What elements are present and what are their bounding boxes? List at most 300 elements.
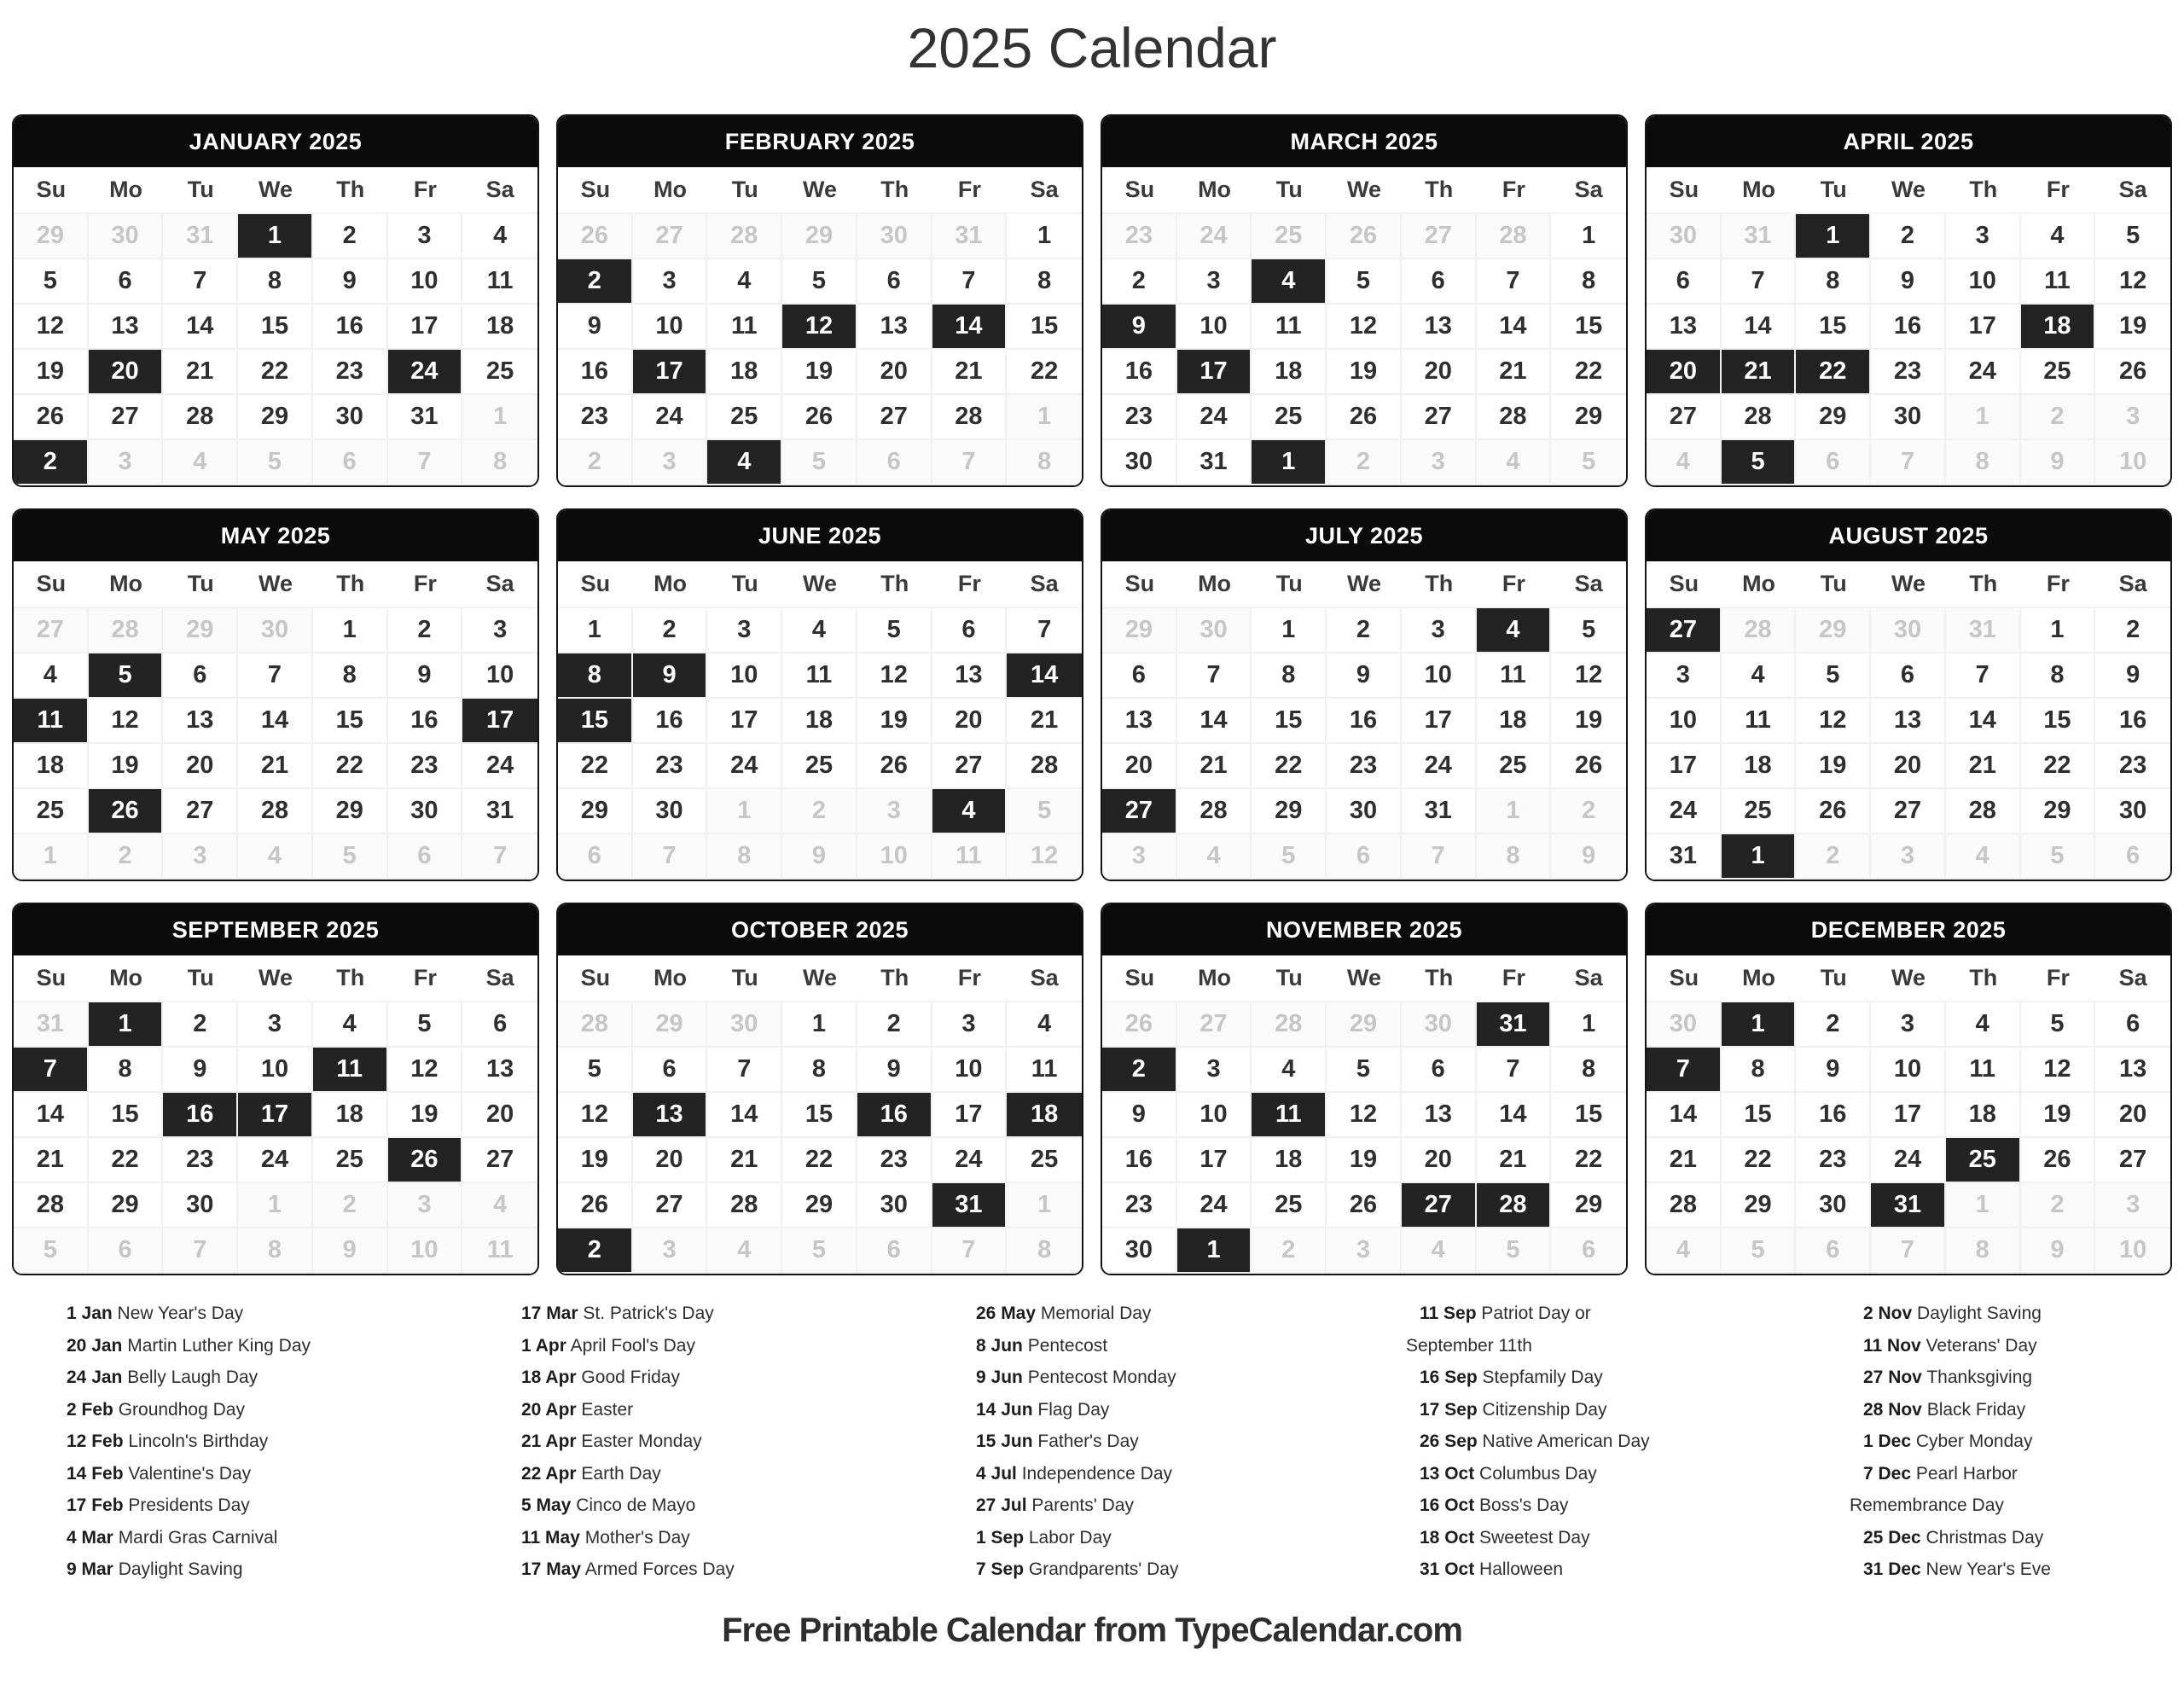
weekday-label: Fr [2046,965,2070,990]
day-cell: 19 [2021,1093,2096,1138]
day-cell: 29 [313,789,388,834]
holiday-item: 26 May Memorial Day [976,1304,1152,1323]
holiday-item: 9 Jun Pentecost Monday [976,1368,1176,1387]
day-cell: 29 [89,1183,164,1228]
day-cell: 28 [707,214,782,259]
weekday-label: Th [1969,965,1998,990]
weekday-label: Fr [2046,571,2070,596]
day-cell: 21 [1647,1138,1722,1183]
weekday-label: Sa [1574,965,1603,990]
weekday-label: Tu [187,965,214,990]
day-cell: 1 [1477,789,1552,834]
day-cell: 25 [2021,350,2096,395]
holiday-item: 27 Jul Parents' Day [976,1495,1134,1515]
day-cell: 3 [633,1228,708,1274]
day-cell: 15 [1796,305,1871,350]
day-cell: 25 [1252,395,1327,440]
day-cell: 23 [1102,1183,1177,1228]
day-cell: 21 [707,1138,782,1183]
day-cell-highlighted: 26 [388,1138,463,1183]
day-cell: 7 [238,653,313,699]
day-cell: 17 [1647,744,1722,789]
day-cell: 3 [857,789,932,834]
weekday-label: Mo [1742,965,1776,990]
day-cell: 29 [1796,395,1871,440]
day-cell: 1 [1551,214,1626,259]
day-cell: 13 [462,1048,537,1093]
weekday-header-row [558,561,1082,608]
day-cell: 24 [1402,744,1477,789]
month-title: AUGUST 2025 [1647,510,2170,561]
day-cell: 20 [1402,1138,1477,1183]
day-cell: 1 [238,1183,313,1228]
day-cell: 27 [14,608,89,653]
holiday-date: 20 Jan [67,1335,123,1356]
holiday-date: 18 Apr [521,1368,577,1387]
day-cell: 30 [707,1002,782,1048]
weekday-label: Su [36,177,67,202]
day-cell: 10 [462,653,537,699]
day-cell: 6 [932,608,1008,653]
day-cell: 1 [1007,214,1082,259]
weekday-label: Mo [653,571,688,596]
day-cell: 8 [1007,259,1082,305]
day-cell: 8 [1477,834,1552,880]
holiday-item: 5 May Cinco de Mayo [521,1495,696,1515]
holiday-date: 16 Oct [1420,1495,1475,1515]
day-cell: 9 [782,834,857,880]
day-cell: 26 [1327,395,1402,440]
holiday-column [508,1298,962,1586]
day-cell: 8 [238,1228,313,1274]
weekday-label: Sa [2118,571,2147,596]
day-cell: 5 [388,1002,463,1048]
day-cell: 28 [932,395,1008,440]
day-cell: 20 [1102,744,1177,789]
day-cell: 7 [633,834,708,880]
weekday-label: Tu [187,571,214,596]
day-cell: 27 [2095,1138,2170,1183]
day-cell: 1 [1007,395,1082,440]
day-cell: 29 [1327,1002,1402,1048]
day-cell: 4 [1946,1002,2021,1048]
weekday-label: Th [1425,965,1454,990]
day-cell: 30 [857,1183,932,1228]
day-cell: 25 [14,789,89,834]
day-cell: 20 [163,744,238,789]
month-card [1101,114,1628,487]
holiday-date: 1 Sep [976,1527,1025,1548]
month-title: OCTOBER 2025 [558,904,1082,955]
holiday-date: 25 Dec [1863,1527,1921,1548]
day-cell: 22 [558,744,633,789]
holiday-date: 7 Dec [1863,1463,1912,1484]
day-cell-highlighted: 21 [1722,350,1797,395]
day-cell: 13 [1402,305,1477,350]
day-cell: 10 [388,1228,463,1274]
day-cell: 8 [1796,259,1871,305]
day-cell: 2 [558,440,633,485]
day-cell: 7 [163,1228,238,1274]
day-cell: 7 [388,440,463,485]
weekday-label: Tu [731,965,758,990]
day-cell: 24 [1177,395,1252,440]
day-cell-highlighted: 13 [633,1093,708,1138]
weekday-label: We [802,965,837,990]
day-cell: 15 [782,1093,857,1138]
weekday-label: We [258,965,293,990]
day-cell: 17 [932,1093,1008,1138]
day-cell: 10 [857,834,932,880]
day-cell: 22 [1551,350,1626,395]
day-cell: 17 [1946,305,2021,350]
day-cell: 14 [1647,1093,1722,1138]
holiday-item: 22 Apr Earth Day [521,1463,661,1484]
day-cell: 1 [1252,608,1327,653]
day-cell: 7 [1402,834,1477,880]
day-cell: 27 [163,789,238,834]
day-cell: 30 [238,608,313,653]
day-cell: 3 [163,834,238,880]
day-cell: 6 [1551,1228,1626,1274]
weekday-label: Su [1124,177,1155,202]
day-cell: 26 [1796,789,1871,834]
holiday-date: 7 Sep [976,1559,1025,1579]
day-cell: 16 [1871,305,1946,350]
day-cell: 18 [14,744,89,789]
day-cell: 31 [1647,834,1722,880]
day-cell: 23 [163,1138,238,1183]
day-cell: 7 [1477,1048,1552,1093]
day-cell-highlighted: 28 [1477,1183,1552,1228]
weekday-label: Sa [1574,177,1603,202]
month-card [12,508,539,881]
day-cell: 12 [1327,1093,1402,1138]
day-cell-highlighted: 15 [558,699,633,744]
month-title: APRIL 2025 [1647,116,2170,167]
day-cell: 23 [1871,350,1946,395]
day-cell: 2 [2095,608,2170,653]
day-cell-highlighted: 27 [1647,608,1722,653]
day-cell: 5 [1252,834,1327,880]
holiday-date: 18 Oct [1420,1527,1475,1548]
day-cell: 7 [932,1228,1008,1274]
day-cell: 5 [2021,834,2096,880]
day-cell: 12 [1551,653,1626,699]
day-cell: 26 [782,395,857,440]
day-cell: 11 [707,305,782,350]
day-cell: 27 [1647,395,1722,440]
holiday-item: 16 Oct Boss's Day [1420,1495,1569,1515]
day-cell: 2 [1252,1228,1327,1274]
day-cell: 16 [2095,699,2170,744]
day-cell-highlighted: 26 [89,789,164,834]
day-cell: 4 [707,259,782,305]
weekday-label: Th [1425,571,1454,596]
day-cell: 15 [1252,699,1327,744]
holiday-item: 27 Nov Thanksgiving [1863,1368,2033,1387]
day-cell: 6 [2095,1002,2170,1048]
day-cell: 26 [2021,1138,2096,1183]
day-cell-highlighted: 22 [1796,350,1871,395]
day-cell: 4 [782,608,857,653]
day-cell: 5 [1796,653,1871,699]
day-cell: 3 [1402,608,1477,653]
day-cell: 15 [313,699,388,744]
day-cell: 5 [1327,259,1402,305]
day-cell: 23 [313,350,388,395]
day-cell: 22 [1551,1138,1626,1183]
weekday-label: Sa [485,177,514,202]
weekday-label: Tu [1275,177,1303,202]
days-grid [558,214,1082,485]
day-cell: 3 [633,259,708,305]
day-cell: 5 [1007,789,1082,834]
day-cell: 3 [707,608,782,653]
day-cell: 26 [558,214,633,259]
holiday-date: 9 Mar [67,1559,113,1579]
day-cell: 6 [1402,1048,1477,1093]
holiday-date: 14 Jun [976,1399,1033,1420]
month-card [1101,903,1628,1275]
weekday-label: We [1346,177,1381,202]
weekday-label: Fr [413,571,437,596]
day-cell-highlighted: 11 [1252,1093,1327,1138]
day-cell: 28 [1722,608,1797,653]
weekday-label: Tu [731,571,758,596]
weekday-label: Fr [1502,571,1525,596]
day-cell: 6 [857,440,932,485]
page-title: 2025 Calendar [907,16,1277,79]
day-cell: 4 [1946,834,2021,880]
day-cell: 2 [1102,259,1177,305]
day-cell: 29 [633,1002,708,1048]
weekday-label: We [1891,571,1926,596]
holiday-date: 4 Mar [67,1527,113,1548]
day-cell-highlighted: 14 [932,305,1008,350]
day-cell: 10 [2095,1228,2170,1274]
day-cell: 21 [163,350,238,395]
month-card [1645,903,2172,1275]
day-cell: 12 [2021,1048,2096,1093]
day-cell: 19 [1551,699,1626,744]
holiday-item: 17 Mar St. Patrick's Day [521,1304,714,1323]
day-cell: 10 [1647,699,1722,744]
day-cell: 8 [1946,1228,2021,1274]
holiday-date: 2 Feb [67,1399,113,1420]
day-cell: 7 [462,834,537,880]
day-cell: 12 [14,305,89,350]
days-grid [1102,214,1626,485]
holiday-date: 17 Mar [521,1304,578,1323]
day-cell-highlighted: 8 [558,653,633,699]
day-cell: 5 [782,1228,857,1274]
day-cell-highlighted: 16 [857,1093,932,1138]
day-cell: 2 [388,608,463,653]
holiday-date: 1 Jan [67,1304,113,1323]
weekday-header-row [1647,167,2170,214]
day-cell: 6 [558,834,633,880]
holiday-item: 17 May Armed Forces Day [521,1559,735,1579]
day-cell: 17 [1177,1138,1252,1183]
day-cell: 6 [1102,653,1177,699]
day-cell: 9 [313,259,388,305]
day-cell: 30 [1177,608,1252,653]
month-card [1645,114,2172,487]
day-cell-highlighted: 1 [1252,440,1327,485]
day-cell: 3 [1871,834,1946,880]
weekday-label: Sa [1030,965,1059,990]
day-cell: 11 [1946,1048,2021,1093]
day-cell: 2 [313,214,388,259]
day-cell: 11 [2021,259,2096,305]
weekday-label: Sa [2118,177,2147,202]
day-cell: 30 [1871,608,1946,653]
day-cell: 30 [633,789,708,834]
holiday-item: 11 May Mother's Day [521,1527,690,1548]
day-cell: 2 [1327,608,1402,653]
day-cell: 20 [2095,1093,2170,1138]
day-cell: 13 [1402,1093,1477,1138]
weekday-label: Mo [1742,177,1776,202]
day-cell: 5 [313,834,388,880]
weekday-label: Tu [1275,571,1303,596]
day-cell: 5 [558,1048,633,1093]
day-cell: 27 [89,395,164,440]
holiday-item: 24 Jan Belly Laugh Day [67,1368,258,1387]
holiday-date: 22 Apr [521,1463,577,1484]
day-cell: 1 [2021,608,2096,653]
weekday-label: Su [36,965,67,990]
day-cell: 14 [1477,1093,1552,1138]
day-cell: 4 [462,214,537,259]
day-cell: 4 [1402,1228,1477,1274]
holiday-item: 8 Jun Pentecost [976,1335,1108,1356]
day-cell: 31 [932,214,1008,259]
day-cell: 30 [1647,1002,1722,1048]
day-cell: 7 [707,1048,782,1093]
weekday-label: Sa [485,571,514,596]
day-cell: 12 [1007,834,1082,880]
weekday-label: Sa [1030,177,1059,202]
holiday-item: 20 Apr Easter [521,1399,634,1420]
day-cell-highlighted: 4 [707,440,782,485]
day-cell: 5 [14,259,89,305]
weekday-label: Mo [109,571,143,596]
weekday-label: Tu [187,177,214,202]
day-cell-highlighted: 2 [558,259,633,305]
day-cell: 13 [1871,699,1946,744]
holiday-date: 11 Nov [1863,1335,1921,1356]
day-cell: 4 [238,834,313,880]
day-cell: 29 [1102,608,1177,653]
day-cell: 10 [238,1048,313,1093]
day-cell: 28 [1647,1183,1722,1228]
day-cell: 11 [1722,699,1797,744]
day-cell: 24 [1871,1138,1946,1183]
day-cell: 8 [462,440,537,485]
weekday-label: Fr [957,177,981,202]
day-cell: 22 [89,1138,164,1183]
day-cell: 6 [1796,1228,1871,1274]
day-cell: 7 [1177,653,1252,699]
day-cell: 22 [313,744,388,789]
month-card [12,903,539,1275]
days-grid [1102,1002,1626,1274]
day-cell: 7 [932,440,1008,485]
day-cell: 16 [633,699,708,744]
day-cell: 19 [1796,744,1871,789]
day-cell-highlighted: 20 [1647,350,1722,395]
day-cell: 24 [633,395,708,440]
day-cell: 31 [462,789,537,834]
day-cell: 31 [14,1002,89,1048]
holiday-item: 1 Apr April Fool's Day [521,1335,695,1356]
day-cell: 16 [1102,350,1177,395]
weekday-label: Mo [1742,571,1776,596]
day-cell: 1 [558,608,633,653]
day-cell-highlighted: 27 [1102,789,1177,834]
day-cell: 18 [782,699,857,744]
day-cell: 28 [1177,789,1252,834]
day-cell: 23 [1327,744,1402,789]
weekday-label: We [802,571,837,596]
day-cell: 16 [388,699,463,744]
day-cell: 14 [1477,305,1552,350]
day-cell: 27 [1402,395,1477,440]
weekday-header-row [558,955,1082,1002]
day-cell: 30 [89,214,164,259]
day-cell-highlighted: 31 [1477,1002,1552,1048]
day-cell: 28 [1946,789,2021,834]
day-cell: 31 [1177,440,1252,485]
day-cell: 9 [2095,653,2170,699]
day-cell-highlighted: 14 [1007,653,1082,699]
day-cell: 25 [1252,1183,1327,1228]
holiday-item: 2 Feb Groundhog Day [67,1399,245,1420]
day-cell: 30 [1102,1228,1177,1274]
day-cell-highlighted: 1 [1177,1228,1252,1274]
day-cell: 19 [2095,305,2170,350]
day-cell: 2 [1796,834,1871,880]
holiday-item: 31 Oct Halloween [1420,1559,1564,1579]
holiday-date: 20 Apr [521,1399,577,1420]
day-cell: 23 [633,744,708,789]
day-cell: 9 [1102,1093,1177,1138]
day-cell: 26 [2095,350,2170,395]
day-cell: 4 [163,440,238,485]
day-cell: 25 [782,744,857,789]
day-cell-highlighted: 12 [782,305,857,350]
holiday-item: 1 Dec Cyber Monday [1863,1431,2033,1451]
weekday-header-row [14,167,537,214]
day-cell: 18 [1477,699,1552,744]
day-cell: 29 [558,789,633,834]
day-cell-highlighted: 7 [1647,1048,1722,1093]
day-cell: 31 [163,214,238,259]
day-cell: 18 [1722,744,1797,789]
weekday-label: Th [880,965,909,990]
day-cell: 19 [14,350,89,395]
day-cell: 14 [14,1093,89,1138]
day-cell: 22 [2021,744,2096,789]
day-cell: 29 [1252,789,1327,834]
weekday-label: Mo [109,965,143,990]
day-cell: 3 [1102,834,1177,880]
day-cell: 1 [707,789,782,834]
day-cell: 18 [707,350,782,395]
day-cell: 9 [2021,1228,2096,1274]
